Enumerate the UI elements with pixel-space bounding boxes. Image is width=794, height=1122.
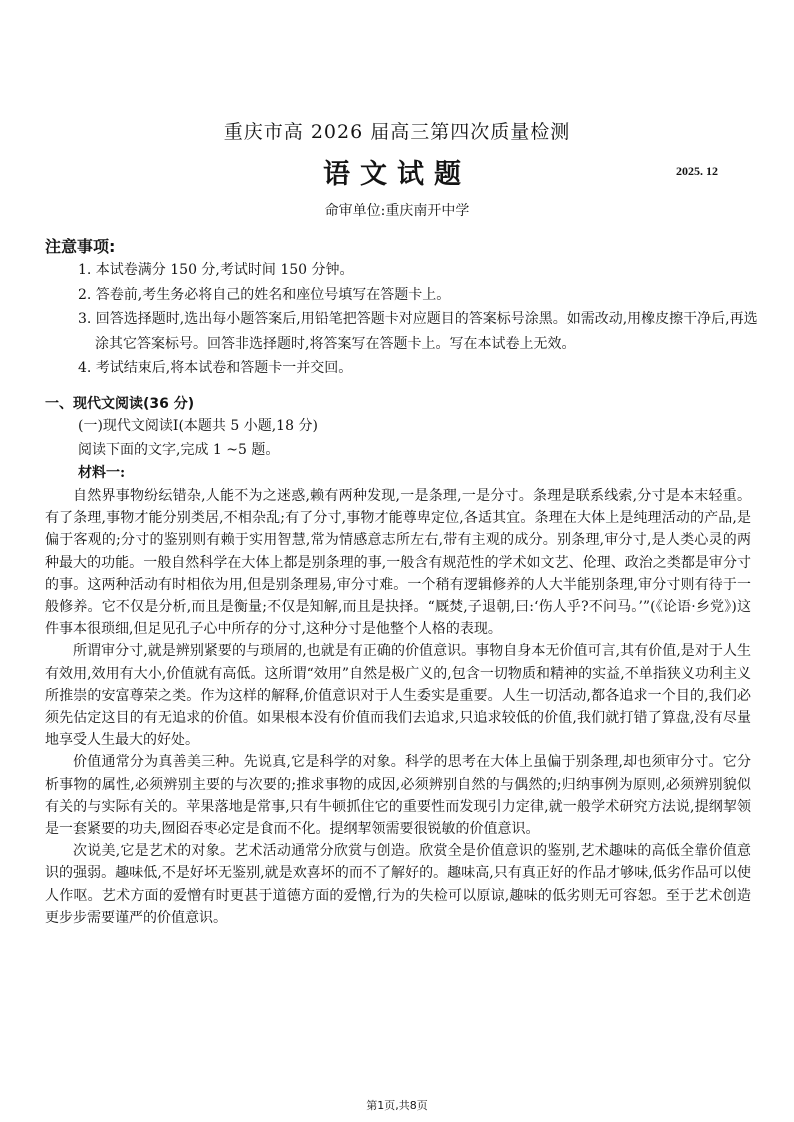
passage-paragraph: 价值通常分为真善美三种。先说真,它是科学的对象。科学的思考在大体上虽偏于别条理,却也须审分寸。它分析事物的属性,必须辨别主要的与次要的;推求事物的成因,必须辨别自然的与偶然的;归纳事例为原则,必须辨别貌似有关的与实际有关的。苹果落地是常事,只有牛顿抓住它的重要性而发现引力定律,就一般学术研究方法说,提纲挈领是一套紧要的功夫,囫囵吞枣必定是食而不化。提纲挈领需要很锐敏的价值意识。 (45, 754, 751, 838)
material-heading: 材料一: (78, 465, 126, 481)
notice-list (78, 258, 758, 381)
setting-unit: 命审单位:重庆南开中学 (324, 203, 470, 219)
exam-title: 重庆市高 2026 届高三第四次质量检测 (223, 121, 571, 143)
notice-item: 1. 本试卷满分 150 分,考试时间 150 分钟。 (78, 262, 354, 278)
notice-heading: 注意事项: (45, 237, 116, 256)
section-subheading: (一)现代文阅读Ⅰ(本题共 5 小题,18 分) (78, 418, 318, 434)
passage-paragraph: 次说美,它是艺术的对象。艺术活动通常分欣赏与创造。欣赏全是价值意识的鉴别,艺术趣味的高低全靠价值意识的强弱。趣味低,不是好坏无鉴别,就是欢喜坏的而不了解好的。趣味高,只有真正好的作品才够味,低劣作品可以使人作呕。艺术方面的爱憎有时更甚于道德方面的爱憎,行为的失检可以原谅,趣味的低劣则无可容恕。至于艺术创造更步步需要谨严的价值意识。 (45, 843, 751, 926)
subject-title: 语文试题 (323, 159, 471, 190)
reading-instruction: 阅读下面的文字,完成 1 ~5 题。 (78, 442, 280, 458)
exam-date: 2025. 12 (676, 164, 718, 178)
passage-body (45, 485, 751, 929)
page-footer: 第1页,共8页 (366, 1099, 428, 1112)
passage-paragraph: 所谓审分寸,就是辨别紧要的与琐屑的,也就是有正确的价值意识。事物自身本无价值可言,其有价值,是对于人生有效用,效用有大小,价值就有高低。这所谓“效用”自然是极广义的,包含一切物质和精神的实益,不单指狭义功利主义所推崇的安富尊荣之类。作为这样的解释,价值意识对于人生委实是重要。人生一切活动,都各追求一个目的,我们必须先估定这目的有无追求的价值。如果根本没有价值而我们去追求,只追求较低的价值,我们就打错了算盘,没有尽量地享受人生最大的好处。 (45, 643, 751, 749)
section-heading: 一、现代文阅读(36 分) (45, 396, 195, 412)
notice-item: 3. 回答选择题时,选出每小题答案后,用铅笔把答题卡对应题目的答案标号涂黑。如需改动,用橡皮擦干净后,再选涂其它答案标号。回答非选择题时,将答案写在答题卡上。写在本试卷上无效。 (78, 311, 758, 352)
notice-item: 2. 答卷前,考生务必将自己的姓名和座位号填写在答题卡上。 (78, 286, 451, 303)
passage-paragraph: 自然界事物纷纭错杂,人能不为之迷惑,赖有两种发现,一是条理,一是分寸。条理是联系线索,分寸是本末轻重。有了条理,事物才能分别类居,不相杂乱;有了分寸,事物才能尊卑定位,各适其宜。条理在大体上是纯理活动的产品,是偏于客观的;分寸的鉴别则有赖于实用智慧,常为情感意志所左右,带有主观的成分。别条理,审分寸,是人类心灵的两种最大的功能。一般自然科学在大体上都是别条理的事,一般含有规范性的学术如文艺、伦理、政治之类都是审分寸的事。这两种活动有时相依为用,但是别条理易,审分寸难。一个稍有逻辑修养的人大半能别条理,审分寸则有待于一般修养。它不仅是分析,而且是衡量;不仅是知解,而且是抉择。“厩焚,子退朝,曰:‘伤人乎?不问马。’”(《论语·乡党》)这件事本很琐细,但足见孔子心中所存的分寸,这种分寸是他整个人格的表现。 (45, 488, 751, 638)
notice-item: 4. 考试结束后,将本试卷和答题卡一并交回。 (78, 360, 353, 376)
